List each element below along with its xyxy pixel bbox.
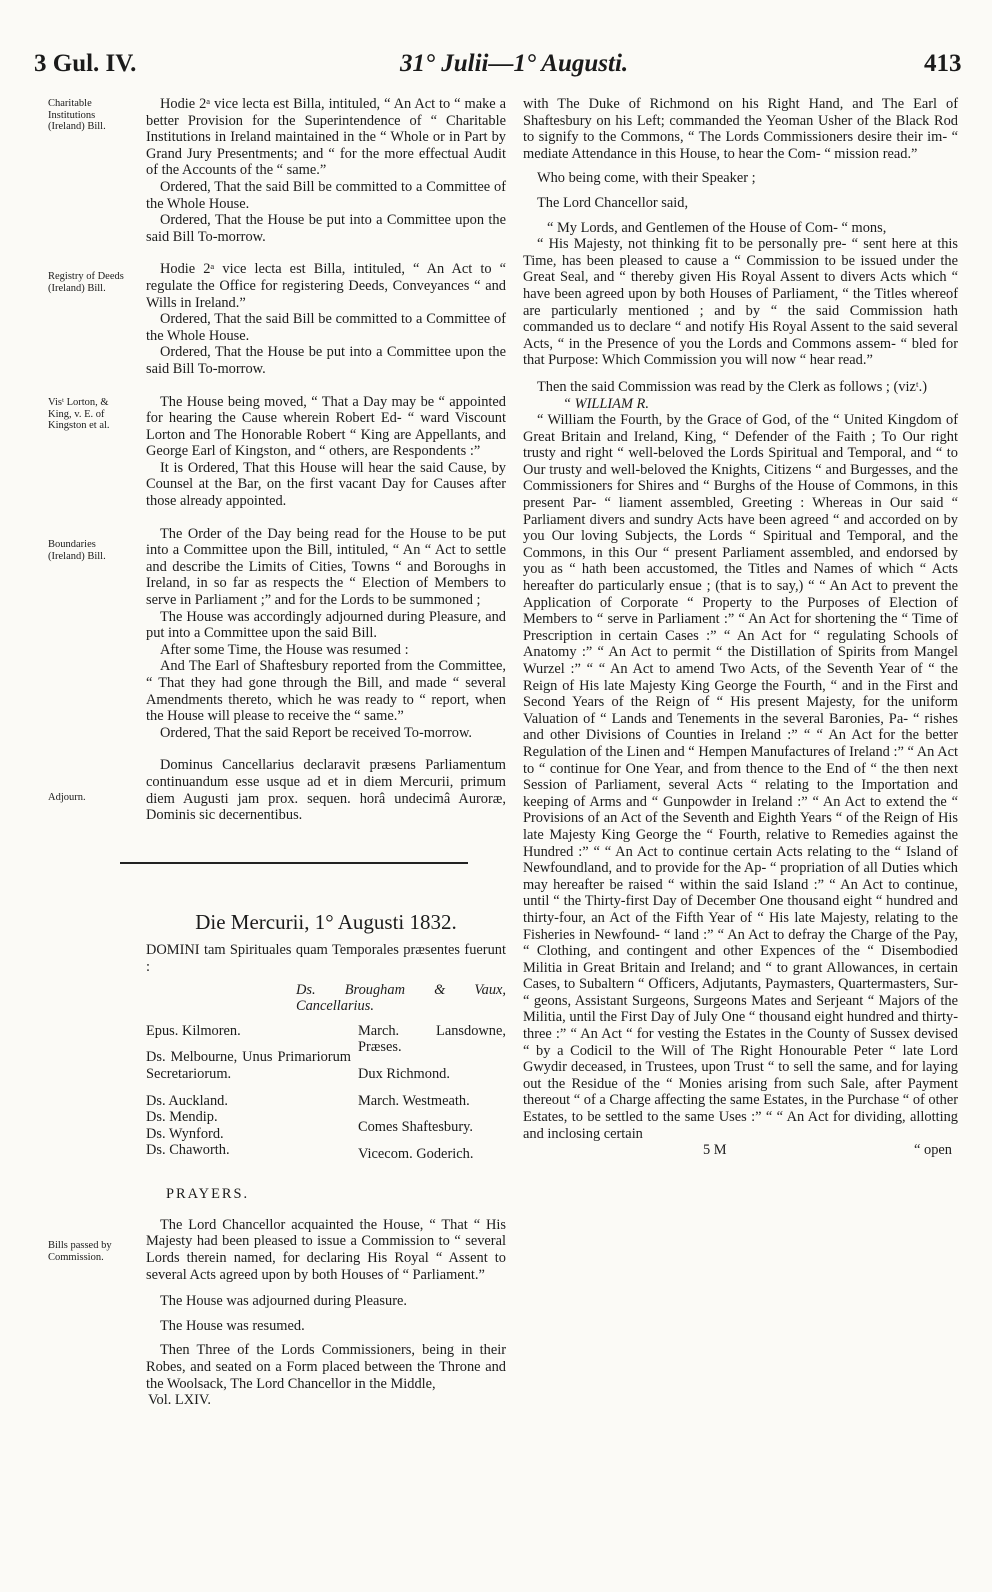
paragraph: with The Duke of Richmond on his Right Hand, and The Earl of Shaftesbury on his Left; commanded the Yeoman Usher of the Black Rod to signify to the Commons, “ The Lords Commissioners desire their im- “ mediate Attendance in this House, to hear the Com- “ mission read.”: [523, 96, 958, 162]
paragraph: Who being come, with their Speaker ;: [537, 170, 756, 187]
lord-chancellor: Ds. Brougham & Vaux, Cancellarius.: [296, 981, 506, 1015]
left-column: [146, 96, 506, 1409]
paragraph: Dominus Cancellarius declaravit præsens Parliamentum continuandum esse usque ad et in diem Mercurii, primum diem Augusti jam prox. sequen. horâ undecimâ Auroræ, Dominis sic decernentibus.: [146, 757, 506, 824]
right-column: [523, 96, 958, 1159]
paragraph: Then the said Commission was read by the Clerk as follows ; (vizᵗ.): [537, 378, 928, 395]
lord-entry: Ds. Chaworth.: [146, 1142, 230, 1159]
lord-entry: Vicecom. Goderich.: [358, 1145, 474, 1162]
paragraph: After some Time, the House was resumed :: [160, 641, 409, 658]
page-footer: [523, 1142, 958, 1159]
day-title: Die Mercurii, 1° Augusti 1832.: [195, 909, 457, 934]
sidenote-lorton: Visᵗ Lorton, & King, v. E. of Kingston et al.: [48, 397, 110, 432]
paragraph: Ordered, That the said Bill be committed to a Committee of the Whole House.: [146, 178, 506, 212]
paragraph: “ His Majesty, not thinking fit to be personally pre- “ sent here at this Time, has been pleased to cause a “ Commission to be issued under the Great Seal, and “ thereby given His Royal Assent to divers Acts which “ have been agreed upon by both Houses of Parliament, “ the Titles whereof are particularly mentioned ; and by “ the said Commission hath commanded us to declare “ and notify His Royal Assent to the said several Acts, “ in the Presence of you the Lords and Commons assem- “ bled for that Purpose: Which Commission you will now “ hear read.”: [523, 236, 958, 369]
prayers-heading: PRAYERS.: [166, 1186, 250, 1203]
paragraph: Ordered, That the House be put into a Committee upon the said Bill To-morrow.: [146, 212, 506, 245]
catchword: “ open: [914, 1142, 952, 1159]
sidenote-commission: Bills passed by Commission.: [48, 1240, 112, 1263]
lord-entry: March. Westmeath.: [358, 1092, 470, 1109]
paragraph: “ WILLIAM R.: [563, 395, 649, 412]
volume-footer: Vol. LXIV.: [148, 1392, 212, 1409]
sidenote-boundaries: Boundaries (Ireland) Bill.: [48, 539, 106, 562]
paragraph: The Lord Chancellor acquainted the House, “ That “ His Majesty had been pleased to issue a Commission to “ several Lords therein named, for declaring His Royal “ Assent to several Acts agreed upon by both Houses of “ Parliament.”: [146, 1216, 506, 1283]
lord-entry: Ds. Mendip.: [146, 1109, 218, 1126]
paragraph: Hodie 2ᵃ vice lecta est Billa, intituled, “ An Act to “ make a better Provision for the Superintendence of “ Charitable Institutions in Ireland maintained in the “ Whole or in Part by Grand Jury Presentments; and “ for the more effectual Audit of the Accounts of the “ same.”: [146, 96, 506, 179]
paragraph: Then Three of the Lords Commissioners, being in their Robes, and seated on a Form placed between the Throne and the Woolsack, The Lord Chancellor in the Middle,: [146, 1342, 506, 1392]
lord-entry: Ds. Melbourne, Unus Primariorum Secretariorum.: [146, 1049, 351, 1082]
lord-entry: Epus. Kilmoren.: [146, 1022, 241, 1039]
paragraph: And The Earl of Shaftesbury reported from the Committee, “ That they had gone through the Bill, and made “ several Amendments thereto, which he was ready to “ report, when the House will please to receive the “ same.”: [146, 658, 506, 725]
header-regnal-year: 3 Gul. IV.: [34, 50, 137, 77]
domini-line: DOMINI tam Spirituales quam Temporales præsentes fuerunt :: [146, 942, 506, 975]
paragraph: “ William the Fourth, by the Grace of God, of the “ United Kingdom of Great Britain and Ireland, King, “ Defender of the Faith ; To Our right trusty and right “ well-beloved the Lords Spiritual and Temporal, and “ to Our trusty and well-beloved the Knights, Citizens “ and Burgesses, and the Commissioners for Shires and “ Burghs of the House of Commons, in this present Par- “ liament assembled, Greeting : Whereas in Our said “ Parliament divers and sundry Acts have been agreed “ and accorded on by you Our loving Subjects, the Lords “ Spiritual and Temporal, and the Commons, in this Our “ present Parliament assembled, and endorsed by you as “ hath been accustomed, the Titles and Names of which “ Acts hereafter do particularly ensue ; (that is to say,) “ “ An Act to prevent the Application of Corporate “ Property to the Purposes of Election of Members to “ serve in Parliament :” “ An Act for shortening the “ Time of Prescription in certain Cases :” “ An Act for “ regulating Schools of Anatomy :” “ An Act to permit “ the Distillation of Spirits from Mangel Wurzel :” “ “ An Act to amend Two Acts, of the Seventh Year of “ the Reign of His late Majesty King George the Fourth, “ and in the First and Second Years of the Reign of “ His present Majesty, for the uniform Valuation of “ Lands and Tenements in the several Baronies, Pa- “ rishes and other Divisions of Counties in Ireland :” “ “ An Act for the better Regulation of the Linen and “ Hempen Manufactures of Ireland :” “ An Act to “ continue for One Year, and from thence to the End of “ the then next Session of Parliament, several Acts “ relating to the Importation and keeping of Arms and “ Gunpowder in Ireland :” “ An Act to extend the “ Provisions of an Act of the Seventh and Eighth Years “ of the Reign of His late Majesty King George the “ Fourth, relative to Remedies against the Hundred :” “ “ An Act to continue certain Acts relating to the “ Island of Newfoundland, and to provide for the Ap- “ propriation of all Duties which may hereafter be raised “ within the said Island :” “ An Act to continue, until “ the Thirty-first Day of December One thousand eight “ hundred and thirty-four, an Act of the Fifth Year of “ His late Majesty, relating to the Fisheries in Newfound- “ land :” “ An Act to defray the Charge of the Pay, “ Clothing, and contingent and other Expences of the “ Disembodied Militia in Great Britain and Ireland; and “ to grant Allowances, in certain Cases, to Subaltern “ Officers, Adjutants, Paymasters, Quartermasters, Sur- “ geons, Assistant Surgeons, Surgeons Mates and Serjeant “ Majors of the Militia, until the First Day of July One “ thousand eight hundred and thirty-three :” “ An Act “ for vesting the Estates in the County of Sussex devised “ by a Codicil to the Will of The Right Honourable Peter “ late Lord Gwydir deceased, in Trustees, upon Trust “ to sell the same, and for laying out the Residue of the “ Monies arising from such Sale, after Payment thereout “ of a Charge affecting the same Estates, in the Purchase “ of other Estates, to be settled to the same Uses :” “ “ An Act for dividing, allotting and inclosing certain: [523, 412, 958, 1142]
paragraph: The Order of the Day being read for the House to be put into a Committee upon the Bill, intituled, “ An “ Act to settle and describe the Limits of Cities, Towns “ and Boroughs in Ireland, in so far as respects the “ Election of Members to serve in Parliament ;” and for the Lords to be summoned ;: [146, 525, 506, 609]
sidenote-charitable: Charitable Institutions (Ireland) Bill.: [48, 98, 106, 133]
sidenote-adjourn: Adjourn.: [48, 792, 86, 803]
paragraph: Ordered, That the said Report be received To-morrow.: [160, 724, 473, 741]
lords-present: [146, 1023, 506, 1173]
paragraph: Ordered, That the said Bill be committed to a Committee of the Whole House.: [146, 311, 506, 344]
signature-mark: 5 M: [703, 1142, 727, 1159]
sidenote-registry: Registry of Deeds (Ireland) Bill.: [48, 271, 124, 294]
paragraph: The House was resumed.: [160, 1317, 305, 1334]
lord-entry: Dux Richmond.: [358, 1065, 450, 1082]
paragraph: “ My Lords, and Gentlemen of the House of Com- “ mons,: [547, 219, 887, 236]
lord-entry: March. Lansdowne, Præses.: [358, 1022, 506, 1056]
paragraph: The House was accordingly adjourned during Pleasure, and put into a Committee upon the said Bill.: [146, 608, 506, 642]
paragraph: The House was adjourned during Pleasure.: [160, 1293, 407, 1310]
paragraph: Ordered, That the House be put into a Committee upon the said Bill To-morrow.: [146, 344, 506, 377]
header-date: 31° Julii—1° Augusti.: [400, 50, 629, 77]
paragraph: Hodie 2ᵃ vice lecta est Billa, intituled, “ An Act to “ regulate the Office for registering Deeds, Conveyances “ and Wills in Ireland.”: [146, 261, 506, 311]
paragraph: The Lord Chancellor said,: [537, 194, 689, 211]
lord-entry: Ds. Wynford.: [146, 1125, 224, 1142]
paragraph: It is Ordered, That this House will hear the said Cause, by Counsel at the Bar, on the first vacant Day for Causes after those already appointed.: [146, 459, 506, 510]
section-divider: [120, 862, 468, 864]
lord-entry: Ds. Auckland.: [146, 1092, 228, 1109]
header-page-number: 413: [924, 50, 962, 77]
lord-entry: Comes Shaftesbury.: [358, 1119, 473, 1136]
page-header: [0, 50, 992, 94]
paragraph: The House being moved, “ That a Day may be “ appointed for hearing the Cause wherein Robert Ed- “ ward Viscount Lorton and The Honorable Robert “ King are Appellants, and George Earl of Kingston, and “ others, are Respondents :”: [146, 393, 506, 460]
